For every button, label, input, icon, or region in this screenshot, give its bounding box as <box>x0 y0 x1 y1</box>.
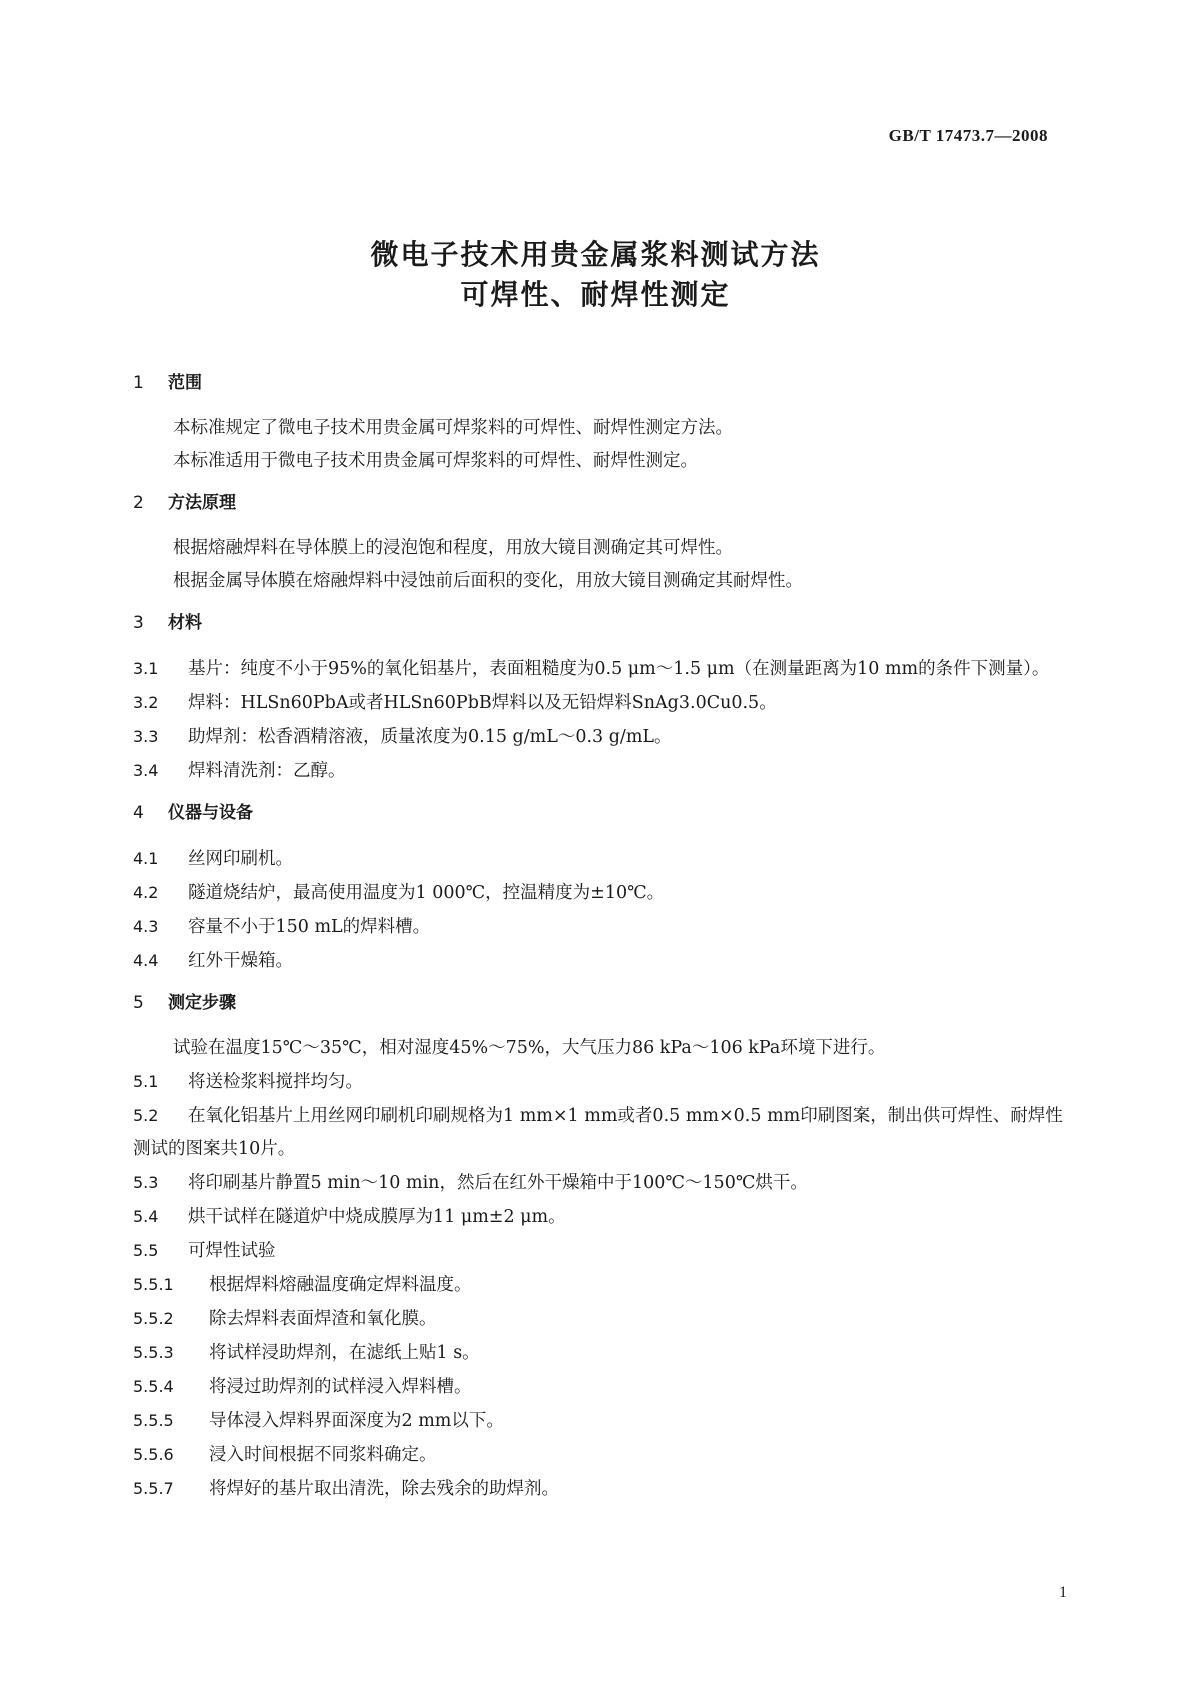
section-heading-equipment <box>133 802 1063 824</box>
clause-text: 可焊性试验 <box>188 1241 276 1261</box>
clause-text: 助焊剂：松香酒精溶液，质量浓度为0.15 g/mL～0.3 g/mL。 <box>188 727 672 747</box>
clause-item <box>133 1200 1063 1234</box>
clause-item <box>133 876 1063 910</box>
clause-number: 5.3 <box>133 1173 159 1192</box>
subclause-item <box>133 1404 1063 1438</box>
section-title: 范围 <box>168 373 202 393</box>
subclause-item <box>133 1472 1063 1506</box>
section-title: 仪器与设备 <box>168 803 253 823</box>
section-title: 材料 <box>168 613 202 633</box>
clause-number: 5.1 <box>133 1072 159 1091</box>
clause-text: 将试样浸助焊剂，在滤纸上贴1 s。 <box>209 1343 480 1363</box>
clause-text: 红外干燥箱。 <box>188 951 293 971</box>
clause-item <box>133 754 1063 788</box>
section-number: 1 <box>133 373 144 393</box>
clause-number: 5.5.2 <box>133 1309 174 1328</box>
clause-text: 在氧化铝基片上用丝网印刷机印刷规格为1 mm×1 mm或者0.5 mm×0.5 mm印刷图案，制出供可焊性、耐焊性测试的图案共10片。 <box>133 1106 1063 1159</box>
clause-item <box>133 686 1063 720</box>
clause-number: 5.4 <box>133 1207 159 1226</box>
clause-item <box>133 1234 1063 1268</box>
clause-item <box>133 910 1063 944</box>
clause-text: 将送检浆料搅拌均匀。 <box>188 1072 363 1092</box>
clause-text: 隧道烧结炉，最高使用温度为1 000℃，控温精度为±10℃。 <box>188 883 665 903</box>
paragraph: 根据金属导体膜在熔融焊料中浸蚀前后面积的变化，用放大镜目测确定其耐焊性。 <box>173 571 803 591</box>
paragraph: 本标准规定了微电子技术用贵金属可焊浆料的可焊性、耐焊性测定方法。 <box>173 418 733 438</box>
subclause-item <box>133 1370 1063 1404</box>
clause-text: 导体浸入焊料界面深度为2 mm以下。 <box>209 1411 504 1431</box>
clause-text: 烘干试样在隧道炉中烧成膜厚为11 μm±2 μm。 <box>188 1207 566 1227</box>
clause-number: 4.1 <box>133 849 159 868</box>
section-number: 2 <box>133 493 144 513</box>
section-heading-principle <box>133 492 1063 514</box>
section-number: 3 <box>133 613 144 633</box>
clause-text: 丝网印刷机。 <box>188 849 293 869</box>
clause-number: 4.2 <box>133 883 159 902</box>
clause-number: 3.4 <box>133 761 159 780</box>
standard-code: GB/T 17473.7—2008 <box>888 126 1048 145</box>
section-number: 5 <box>133 993 144 1013</box>
clause-text: 将浸过助焊剂的试样浸入焊料槽。 <box>209 1377 472 1397</box>
subclause-item <box>133 1302 1063 1336</box>
document-subtitle: 可焊性、耐焊性测定 <box>460 278 731 311</box>
section-heading-procedure <box>133 992 1063 1014</box>
document-title: 微电子技术用贵金属浆料测试方法 <box>370 238 821 271</box>
paragraph: 试验在温度15℃～35℃，相对湿度45%～75%，大气压力86 kPa～106 kPa环境下进行。 <box>173 1038 886 1058</box>
clause-item <box>133 944 1063 978</box>
section-heading-materials <box>133 612 1063 634</box>
clause-number: 5.5.4 <box>133 1377 174 1396</box>
clause-number: 5.5.1 <box>133 1275 174 1294</box>
page-number: 1 <box>1059 1584 1067 1601</box>
section-title: 方法原理 <box>168 493 236 513</box>
clause-number: 5.5.5 <box>133 1411 174 1430</box>
clause-number: 3.1 <box>133 659 159 678</box>
clause-number: 5.2 <box>133 1106 159 1125</box>
clause-text: 容量不小于150 mL的焊料槽。 <box>188 917 431 937</box>
clause-item <box>133 1065 1063 1099</box>
clause-text: 焊料：HLSn60PbA或者HLSn60PbB焊料以及无铅焊料SnAg3.0Cu0.5。 <box>188 693 777 713</box>
clause-text: 焊料清洗剂：乙醇。 <box>188 761 346 781</box>
clause-text: 将焊好的基片取出清洗，除去残余的助焊剂。 <box>209 1479 559 1499</box>
paragraph: 根据熔融焊料在导体膜上的浸泡饱和程度，用放大镜目测确定其可焊性。 <box>173 538 733 558</box>
clause-text: 将印刷基片静置5 min～10 min，然后在红外干燥箱中于100℃～150℃烘干。 <box>188 1173 808 1193</box>
document-body <box>133 372 1063 1506</box>
clause-number: 5.5 <box>133 1241 159 1260</box>
clause-text: 除去焊料表面焊渣和氧化膜。 <box>209 1309 437 1329</box>
clause-number: 3.2 <box>133 693 159 712</box>
clause-text: 根据焊料熔融温度确定焊料温度。 <box>209 1275 472 1295</box>
section-number: 4 <box>133 803 144 823</box>
clause-number: 3.3 <box>133 727 159 746</box>
subclause-item <box>133 1438 1063 1472</box>
clause-item <box>133 1099 1063 1166</box>
paragraph: 本标准适用于微电子技术用贵金属可焊浆料的可焊性、耐焊性测定。 <box>173 451 698 471</box>
subclause-item <box>133 1268 1063 1302</box>
subclause-item <box>133 1336 1063 1370</box>
clause-number: 4.4 <box>133 951 159 970</box>
clause-number: 5.5.7 <box>133 1479 174 1498</box>
section-heading-scope <box>133 372 1063 394</box>
clause-item <box>133 720 1063 754</box>
clause-item <box>133 1166 1063 1200</box>
clause-number: 4.3 <box>133 917 159 936</box>
clause-text: 基片：纯度不小于95%的氧化铝基片，表面粗糙度为0.5 μm～1.5 μm（在测量距离为10 mm的条件下测量）。 <box>188 659 1050 679</box>
section-title: 测定步骤 <box>168 993 236 1013</box>
clause-text: 浸入时间根据不同浆料确定。 <box>209 1445 437 1465</box>
clause-number: 5.5.3 <box>133 1343 174 1362</box>
clause-number: 5.5.6 <box>133 1445 174 1464</box>
clause-item <box>133 842 1063 876</box>
clause-item <box>133 652 1063 686</box>
